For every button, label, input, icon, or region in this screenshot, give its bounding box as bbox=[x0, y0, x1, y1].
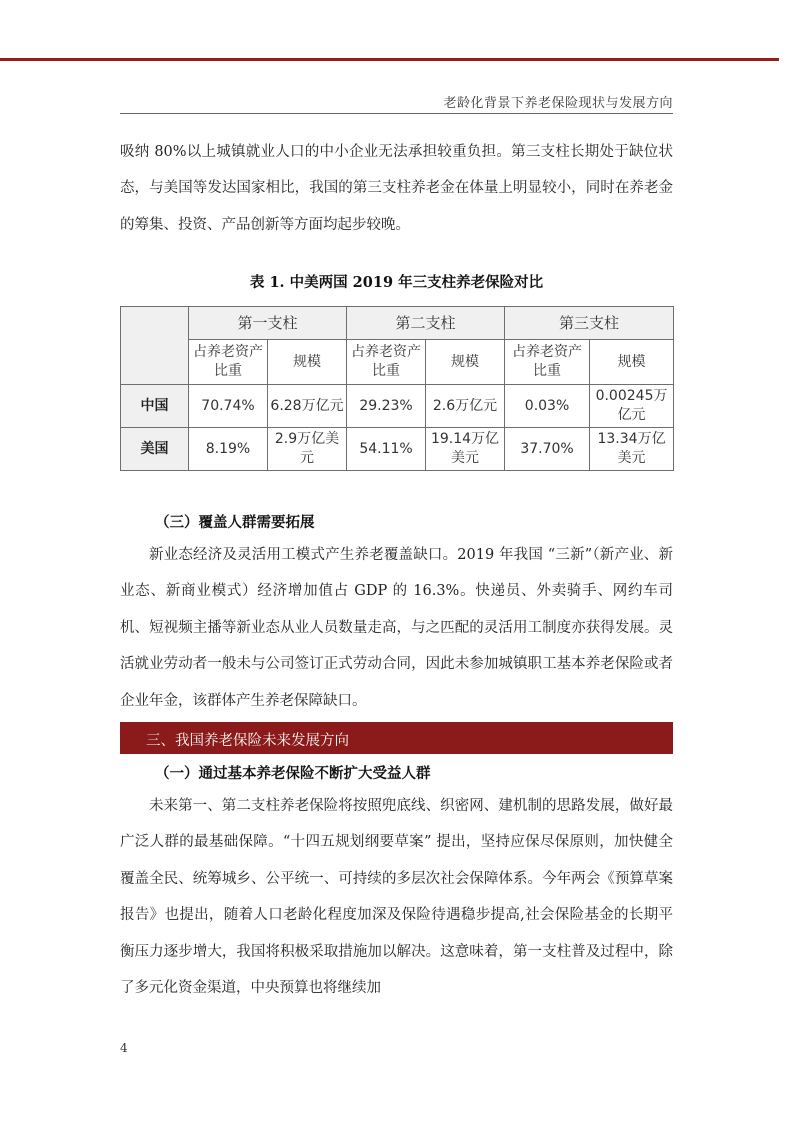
subheader-share: 占养老资产比重 bbox=[189, 340, 268, 385]
table-cell: 2.9万亿美元 bbox=[268, 428, 347, 471]
section-title: 三、我国养老保险未来发展方向 bbox=[146, 733, 349, 749]
paragraph-pillar-three-status: 吸纳 80%以上城镇就业人口的中小企业无法承担较重负担。第三支柱长期处于缺位状态，与美国等发达国家相比，我国的第三支柱养老金在体量上明显较小，同时在养老金的筹集、投资、产品创新等方面均起步较晚。 bbox=[120, 144, 673, 233]
table-cell: 2.6万亿元 bbox=[426, 385, 505, 428]
table-subheader-row bbox=[121, 340, 674, 385]
table-cell: 0.03% bbox=[505, 385, 590, 428]
table-cell: 13.34万亿美元 bbox=[590, 428, 674, 471]
subheader-scale: 规模 bbox=[590, 340, 674, 385]
table-cell: 70.74% bbox=[189, 385, 268, 428]
table-cell: 6.28万亿元 bbox=[268, 385, 347, 428]
table-row bbox=[121, 385, 674, 428]
header-divider bbox=[120, 113, 673, 114]
table-cell: 8.19% bbox=[189, 428, 268, 471]
table-group-header-row bbox=[121, 307, 674, 340]
table-cell: 19.14万亿美元 bbox=[426, 428, 505, 471]
group-header-pillar-1: 第一支柱 bbox=[189, 307, 347, 340]
section-banner bbox=[120, 722, 673, 754]
subheading-basic-insurance: （一）通过基本养老保险不断扩大受益人群 bbox=[155, 765, 431, 782]
paragraph-future-direction: 未来第一、第二支柱养老保险将按照兜底线、织密网、建机制的思路发展，做好最广泛人群的最基础保障。“十四五规划纲要草案” 提出，坚持应保尽保原则，加快健全覆盖全民、统筹城乡、公平统一、可持续的多层次社会保障体系。今年两会《预算草案报告》也提出，随着人口老龄化程度加深及保险待遇稳步提高,社会保险基金的长期平衡压力逐步增大，我国将积极采取措施加以解决。这意味着，第一支柱普及过程中，除了多元化资金渠道，中央预算也将继续加 bbox=[120, 798, 673, 997]
table-cell: 29.23% bbox=[347, 385, 426, 428]
group-header-pillar-2: 第二支柱 bbox=[347, 307, 505, 340]
table-cell: 0.00245万亿元 bbox=[590, 385, 674, 428]
table-cell: 54.11% bbox=[347, 428, 426, 471]
subheading-coverage-expansion: （三）覆盖人群需要拓展 bbox=[155, 514, 315, 531]
subheader-scale: 规模 bbox=[426, 340, 505, 385]
table-cell: 37.70% bbox=[505, 428, 590, 471]
subheader-share: 占养老资产比重 bbox=[347, 340, 426, 385]
table-caption: 表 1. 中美两国 2019 年三支柱养老保险对比 bbox=[249, 274, 544, 291]
row-label-china: 中国 bbox=[121, 385, 189, 428]
page-number: 4 bbox=[120, 1041, 128, 1055]
subheader-share: 占养老资产比重 bbox=[505, 340, 590, 385]
table-corner-cell bbox=[121, 307, 189, 385]
paragraph-new-economy-gap: 新业态经济及灵活用工模式产生养老覆盖缺口。2019 年我国 “三新”（新产业、新业态、新商业模式）经济增加值占 GDP 的 16.3%。快递员、外卖骑手、网约车司机、短视频主播等新业态从业人员数量走高，与之匹配的灵活用工制度亦获得发展。灵活就业劳动者一般未与公司签订正式劳动合同，因此未参加城镇职工基本养老保险或者企业年金，该群体产生养老保障缺口。 bbox=[120, 547, 673, 709]
subheader-scale: 规模 bbox=[268, 340, 347, 385]
group-header-pillar-3: 第三支柱 bbox=[505, 307, 674, 340]
row-label-usa: 美国 bbox=[121, 428, 189, 471]
top-accent-rule bbox=[0, 58, 779, 61]
table-row bbox=[121, 428, 674, 471]
pension-comparison-table bbox=[120, 306, 674, 471]
running-header-title: 老龄化背景下养老保险现状与发展方向 bbox=[443, 96, 673, 111]
